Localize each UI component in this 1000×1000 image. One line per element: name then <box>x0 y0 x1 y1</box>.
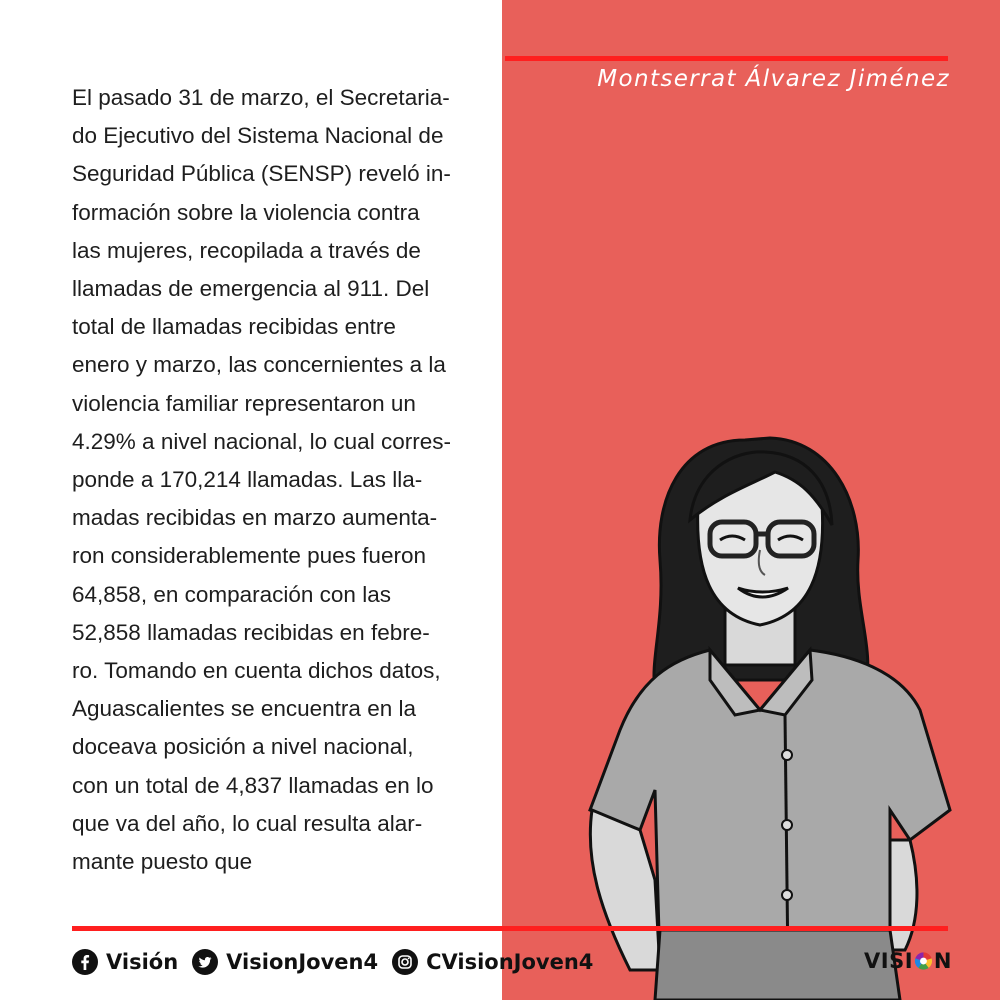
social-links <box>72 944 593 980</box>
instagram-label: CVisionJoven4 <box>426 950 594 974</box>
article-line: las mujeres, recopilada a través de <box>72 237 421 263</box>
facebook-label: Visión <box>106 950 179 974</box>
vision-logo <box>864 946 952 976</box>
article-line: mante puesto que <box>72 849 253 875</box>
article-line: madas recibidas en marzo aumenta- <box>72 505 438 531</box>
facebook-link[interactable] <box>72 949 178 975</box>
article-body <box>72 79 487 881</box>
top-divider <box>505 56 948 61</box>
article-line: 4.29% a nivel nacional, lo cual corres- <box>72 428 451 454</box>
facebook-icon <box>72 949 98 975</box>
twitter-link[interactable] <box>192 949 378 975</box>
article-line: ro. Tomando en cuenta dichos datos, <box>72 658 441 684</box>
twitter-label: VisionJoven4 <box>226 950 379 974</box>
author-portrait-illustration <box>560 410 960 1000</box>
article-line: doceava posición a nivel nacional, <box>72 734 414 760</box>
article-line: llamadas de emergencia al 911. Del <box>72 276 430 302</box>
color-wheel-icon <box>914 950 933 972</box>
logo-text-right: N <box>933 949 952 973</box>
bottom-divider <box>72 926 948 931</box>
article-line: El pasado 31 de marzo, el Secretaria- <box>72 85 450 110</box>
article-line: ponde a 170,214 llamadas. Las lla- <box>72 467 423 493</box>
article-line: Aguascalientes se encuentra en la <box>72 696 416 722</box>
article-line: que va del año, lo cual resulta alar- <box>72 810 423 836</box>
article-line: do Ejecutivo del Sistema Nacional de <box>72 123 444 149</box>
article-line: con un total de 4,837 llamadas en lo <box>72 772 434 798</box>
article-line: total de llamadas recibidas entre <box>72 314 396 340</box>
article-line: violencia familiar representaron un <box>72 390 416 416</box>
article-line: enero y marzo, las concernientes a la <box>72 352 446 378</box>
article-line: ron considerablemente pues fueron <box>72 543 426 569</box>
author-name: Montserrat Álvarez Jiménez <box>597 66 950 92</box>
instagram-icon <box>392 949 418 975</box>
article-line: 64,858, en comparación con las <box>72 581 391 607</box>
article-line: Seguridad Pública (SENSP) reveló in- <box>72 161 451 187</box>
instagram-link[interactable] <box>392 949 593 975</box>
article-line: formación sobre la violencia contra <box>72 199 420 225</box>
logo-text-left: VISI <box>864 949 914 973</box>
twitter-icon <box>192 949 218 975</box>
article-line: 52,858 llamadas recibidas en febre- <box>72 619 430 645</box>
